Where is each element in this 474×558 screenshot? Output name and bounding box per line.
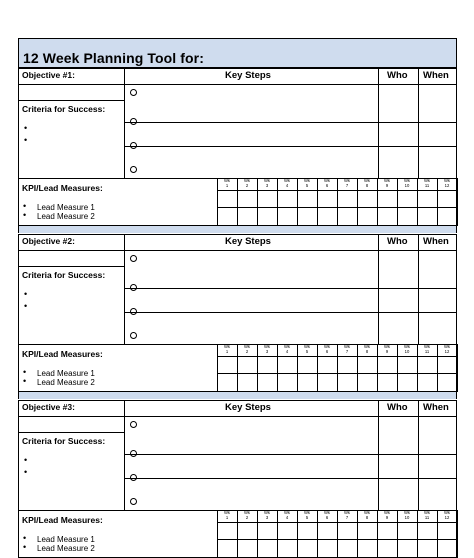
- week-prefix: Wk: [443, 510, 451, 515]
- objective-block-2: [18, 234, 457, 392]
- week-prefix: Wk: [303, 178, 311, 183]
- week-prefix: Wk: [283, 344, 291, 349]
- header-key-steps: Key Steps: [225, 236, 271, 247]
- week-prefix: Wk: [223, 344, 231, 349]
- week-prefix: Wk: [263, 510, 271, 515]
- week-prefix: Wk: [243, 510, 251, 515]
- rule-step-1: [124, 122, 457, 123]
- week-number: 10: [404, 514, 410, 520]
- lead-measure-2: Lead Measure 2: [37, 544, 95, 553]
- rule-header: [18, 416, 457, 417]
- week-header-1: [217, 179, 237, 188]
- objective-label: Objective #1:: [22, 70, 75, 80]
- border-left: [18, 68, 19, 226]
- step-checkbox-2[interactable]: [130, 284, 137, 291]
- rule-top: [18, 400, 457, 401]
- week-header-1: [217, 345, 237, 354]
- week-prefix: Wk: [363, 344, 371, 349]
- week-prefix: Wk: [263, 344, 271, 349]
- lead-measure-1: Lead Measure 1: [37, 203, 95, 212]
- week-number: 11: [424, 182, 430, 188]
- border-left: [18, 234, 19, 392]
- week-header-5: [297, 345, 317, 354]
- week-prefix: Wk: [263, 178, 271, 183]
- week-header-2: [237, 179, 257, 188]
- week-col-divider: [457, 510, 458, 558]
- week-number: 7: [345, 514, 349, 520]
- criteria-bullet: •: [24, 455, 28, 465]
- lead-measure-bullet: •: [23, 210, 27, 220]
- week-number: 9: [385, 182, 389, 188]
- step-checkbox-1[interactable]: [130, 89, 137, 96]
- col-divider-who: [378, 234, 379, 344]
- week-prefix: Wk: [363, 178, 371, 183]
- criteria-label: Criteria for Success:: [22, 104, 106, 114]
- rule-step-1: [124, 288, 457, 289]
- header-when: When: [423, 70, 449, 81]
- week-number: 2: [245, 182, 249, 188]
- lead-measure-bullet: •: [23, 201, 27, 211]
- week-header-12: [437, 345, 457, 354]
- page-title: 12 Week Planning Tool for:: [23, 50, 204, 66]
- week-header-10: [397, 345, 417, 354]
- week-number: 6: [325, 514, 329, 520]
- step-checkbox-1[interactable]: [130, 255, 137, 262]
- week-number: 3: [265, 348, 269, 354]
- kpi-label: KPI/Lead Measures:: [22, 183, 103, 193]
- week-header-10: [397, 179, 417, 188]
- week-header-1: [217, 511, 237, 520]
- week-number: 11: [424, 514, 430, 520]
- week-header-7: [337, 511, 357, 520]
- week-header-4: [277, 179, 297, 188]
- col-divider-when: [418, 68, 419, 178]
- rule-criteria: [18, 266, 124, 267]
- week-prefix: Wk: [443, 344, 451, 349]
- col-divider-who: [378, 400, 379, 510]
- step-checkbox-1[interactable]: [130, 421, 137, 428]
- week-number: 7: [345, 182, 349, 188]
- week-header-6: [317, 345, 337, 354]
- week-header-5: [297, 179, 317, 188]
- week-number: 2: [245, 348, 249, 354]
- block-separator: [18, 392, 457, 399]
- objective-label: Objective #3:: [22, 402, 75, 412]
- rule-header: [18, 84, 457, 85]
- week-number: 12: [444, 182, 450, 188]
- week-prefix: Wk: [223, 178, 231, 183]
- week-header-8: [357, 345, 377, 354]
- week-prefix: Wk: [423, 178, 431, 183]
- week-header-2: [237, 511, 257, 520]
- rule-top: [18, 234, 457, 235]
- week-prefix: Wk: [383, 344, 391, 349]
- week-number: 8: [365, 182, 369, 188]
- week-prefix: Wk: [403, 344, 411, 349]
- week-header-11: [417, 179, 437, 188]
- criteria-label: Criteria for Success:: [22, 436, 106, 446]
- week-prefix: Wk: [423, 344, 431, 349]
- rule-top: [18, 68, 457, 69]
- kpi-label: KPI/Lead Measures:: [22, 349, 103, 359]
- lead-measure-1: Lead Measure 1: [37, 369, 95, 378]
- step-checkbox-4[interactable]: [130, 498, 137, 505]
- step-checkbox-3[interactable]: [130, 308, 137, 315]
- block-separator: [18, 226, 457, 233]
- week-header-6: [317, 179, 337, 188]
- objective-label: Objective #2:: [22, 236, 75, 246]
- week-number: 1: [225, 514, 229, 520]
- lead-measure-2: Lead Measure 2: [37, 378, 95, 387]
- kpi-label: KPI/Lead Measures:: [22, 515, 103, 525]
- rule-step-2: [124, 478, 457, 479]
- week-number: 3: [265, 182, 269, 188]
- week-header-8: [357, 511, 377, 520]
- week-header-4: [277, 511, 297, 520]
- week-prefix: Wk: [343, 344, 351, 349]
- week-number: 10: [404, 348, 410, 354]
- week-prefix: Wk: [343, 178, 351, 183]
- col-divider-when: [418, 234, 419, 344]
- criteria-bullet: •: [24, 467, 28, 477]
- week-header-9: [377, 179, 397, 188]
- week-number: 4: [285, 348, 289, 354]
- week-number: 2: [245, 514, 249, 520]
- week-header-9: [377, 345, 397, 354]
- week-prefix: Wk: [423, 510, 431, 515]
- week-number: 9: [385, 348, 389, 354]
- week-header-7: [337, 179, 357, 188]
- criteria-bullet: •: [24, 289, 28, 299]
- lead-measure-2: Lead Measure 2: [37, 212, 95, 221]
- week-number: 5: [305, 348, 309, 354]
- week-header-6: [317, 511, 337, 520]
- week-header-3: [257, 179, 277, 188]
- week-number: 5: [305, 182, 309, 188]
- week-number: 7: [345, 348, 349, 354]
- week-prefix: Wk: [383, 510, 391, 515]
- week-header-7: [337, 345, 357, 354]
- step-checkbox-3[interactable]: [130, 474, 137, 481]
- rule-criteria: [18, 100, 124, 101]
- week-number: 6: [325, 348, 329, 354]
- week-number: 8: [365, 514, 369, 520]
- week-header-12: [437, 179, 457, 188]
- col-divider-left: [124, 234, 125, 344]
- header-who: Who: [387, 236, 408, 247]
- week-header-10: [397, 511, 417, 520]
- week-header-4: [277, 345, 297, 354]
- step-checkbox-2[interactable]: [130, 450, 137, 457]
- week-header-11: [417, 511, 437, 520]
- col-divider-left: [124, 400, 125, 510]
- week-number: 8: [365, 348, 369, 354]
- rule-criteria: [18, 432, 124, 433]
- week-prefix: Wk: [243, 178, 251, 183]
- week-prefix: Wk: [323, 178, 331, 183]
- week-header-12: [437, 511, 457, 520]
- week-prefix: Wk: [343, 510, 351, 515]
- col-divider-left: [124, 68, 125, 178]
- col-divider-when: [418, 400, 419, 510]
- week-prefix: Wk: [323, 344, 331, 349]
- criteria-bullet: •: [24, 123, 28, 133]
- header-key-steps: Key Steps: [225, 402, 271, 413]
- lead-measure-1: Lead Measure 1: [37, 535, 95, 544]
- rule-step-2: [124, 146, 457, 147]
- week-number: 11: [424, 348, 430, 354]
- week-number: 12: [444, 514, 450, 520]
- week-header-8: [357, 179, 377, 188]
- week-prefix: Wk: [283, 510, 291, 515]
- week-header-9: [377, 511, 397, 520]
- week-prefix: Wk: [223, 510, 231, 515]
- week-header-3: [257, 345, 277, 354]
- week-number: 12: [444, 348, 450, 354]
- week-number: 10: [404, 182, 410, 188]
- week-prefix: Wk: [383, 178, 391, 183]
- rule-header: [18, 250, 457, 251]
- rule-step-2: [124, 312, 457, 313]
- week-header-11: [417, 345, 437, 354]
- week-header-5: [297, 511, 317, 520]
- step-checkbox-2[interactable]: [130, 118, 137, 125]
- week-number: 6: [325, 182, 329, 188]
- week-number: 4: [285, 514, 289, 520]
- criteria-bullet: •: [24, 301, 28, 311]
- criteria-label: Criteria for Success:: [22, 270, 106, 280]
- week-number: 9: [385, 514, 389, 520]
- week-prefix: Wk: [403, 510, 411, 515]
- week-prefix: Wk: [403, 178, 411, 183]
- header-when: When: [423, 402, 449, 413]
- week-prefix: Wk: [303, 344, 311, 349]
- header-who: Who: [387, 402, 408, 413]
- header-key-steps: Key Steps: [225, 70, 271, 81]
- week-number: 1: [225, 348, 229, 354]
- title-bar: [18, 38, 457, 68]
- step-checkbox-3[interactable]: [130, 142, 137, 149]
- step-checkbox-4[interactable]: [130, 332, 137, 339]
- week-number: 4: [285, 182, 289, 188]
- week-prefix: Wk: [443, 178, 451, 183]
- header-when: When: [423, 236, 449, 247]
- week-prefix: Wk: [363, 510, 371, 515]
- week-prefix: Wk: [243, 344, 251, 349]
- week-header-2: [237, 345, 257, 354]
- week-header-3: [257, 511, 277, 520]
- col-divider-who: [378, 68, 379, 178]
- lead-measure-bullet: •: [23, 367, 27, 377]
- week-prefix: Wk: [283, 178, 291, 183]
- objective-block-3: [18, 400, 457, 558]
- week-prefix: Wk: [303, 510, 311, 515]
- week-col-divider: [457, 178, 458, 226]
- week-number: 3: [265, 514, 269, 520]
- objective-block-1: [18, 68, 457, 226]
- week-number: 1: [225, 182, 229, 188]
- lead-measure-bullet: •: [23, 533, 27, 543]
- week-number: 5: [305, 514, 309, 520]
- criteria-bullet: •: [24, 135, 28, 145]
- lead-measure-bullet: •: [23, 376, 27, 386]
- border-left: [18, 400, 19, 558]
- rule-step-1: [124, 454, 457, 455]
- week-prefix: Wk: [323, 510, 331, 515]
- header-who: Who: [387, 70, 408, 81]
- lead-measure-bullet: •: [23, 542, 27, 552]
- step-checkbox-4[interactable]: [130, 166, 137, 173]
- week-col-divider: [457, 344, 458, 392]
